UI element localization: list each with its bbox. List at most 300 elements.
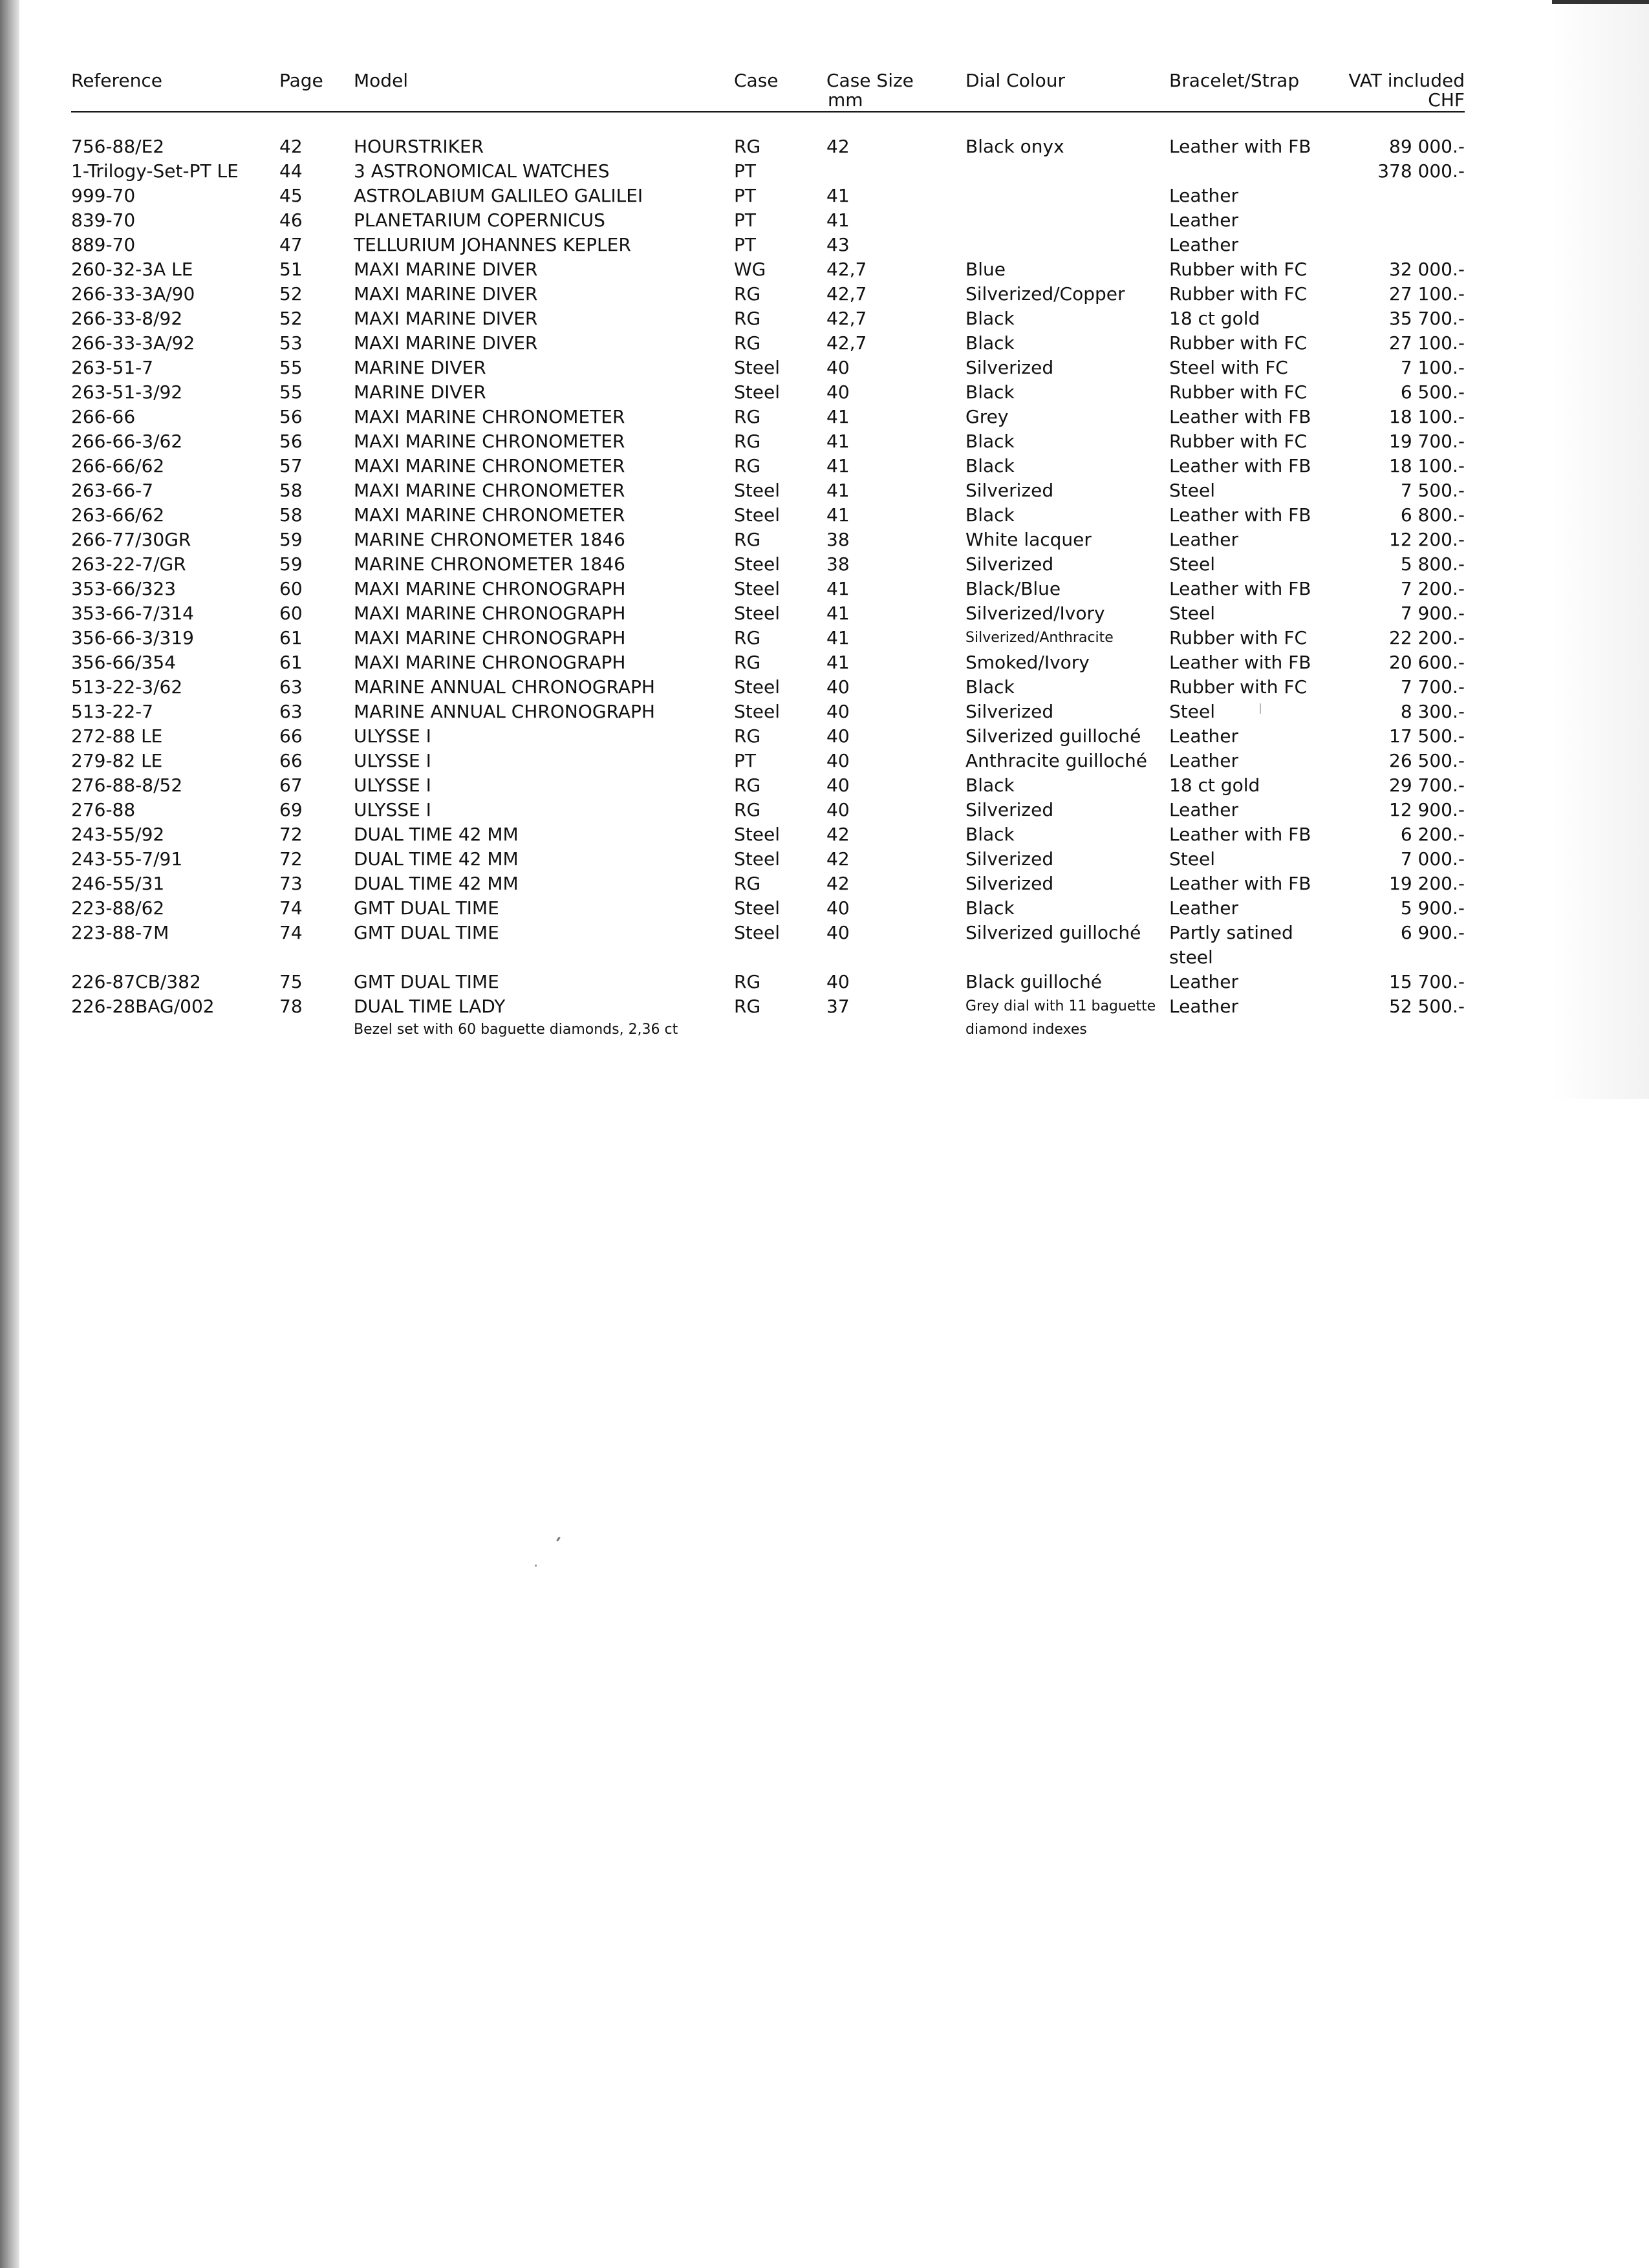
cell-case: PT (734, 234, 756, 255)
cell-page: 58 (279, 504, 303, 526)
cell-case-size: 41 (826, 603, 850, 624)
cell-reference: 260-32-3A LE (71, 259, 193, 280)
cell-case: Steel (734, 603, 780, 624)
cell-model: GMT DUAL TIME (354, 971, 499, 992)
cell-case: PT (734, 750, 756, 771)
cell-model (354, 945, 734, 970)
note-dial: diamond indexes (965, 1022, 1087, 1038)
cell-page: 66 (279, 750, 303, 771)
cell-case-size: 41 (826, 406, 850, 427)
cell-vat-price: 6 200.- (1400, 824, 1465, 845)
cell-case: RG (734, 308, 761, 329)
cell-case: RG (734, 652, 761, 673)
cell-case: RG (734, 971, 761, 992)
table-row (71, 380, 1465, 405)
cell-case-size (826, 945, 965, 970)
cell-model: GMT DUAL TIME (354, 897, 499, 919)
table-row (71, 921, 1465, 945)
cell-case: RG (734, 332, 761, 354)
cell-bracelet-strap: Leather (1169, 209, 1238, 231)
cell-case: PT (734, 185, 756, 206)
cell-model: MAXI MARINE CHRONOGRAPH (354, 603, 626, 624)
table-row (71, 650, 1465, 675)
cell-vat-price (1318, 184, 1465, 208)
cell-model: DUAL TIME 42 MM (354, 824, 519, 845)
cell-dial-colour: Black (965, 676, 1015, 698)
cell-dial-colour: Silverized (965, 553, 1054, 575)
cell-vat-price: 8 300.- (1400, 701, 1465, 722)
header-page: Page (279, 71, 354, 112)
header-vat-label: VAT included (1348, 70, 1465, 91)
cell-page: 74 (279, 897, 303, 919)
cell-case: Steel (734, 357, 780, 378)
table-row (71, 208, 1465, 233)
cell-case: RG (734, 627, 761, 648)
cell-case: RG (734, 136, 761, 157)
cell-model: MARINE DIVER (354, 381, 486, 403)
cell-page: 55 (279, 381, 303, 403)
cell-page: 52 (279, 308, 303, 329)
cell-page: 58 (279, 480, 303, 501)
header-case: Case (734, 71, 826, 112)
cell-bracelet-strap: Steel (1169, 848, 1215, 870)
cell-page: 78 (279, 996, 303, 1017)
cell-bracelet-strap: Rubber with FC (1169, 283, 1308, 305)
cell-model: MAXI MARINE CHRONOMETER (354, 431, 625, 452)
cell-model: MARINE ANNUAL CHRONOGRAPH (354, 701, 655, 722)
cell-bracelet-strap: Leather (1169, 185, 1238, 206)
header-case-size-label: Case Size (826, 70, 914, 91)
table-row (71, 528, 1465, 552)
cell-vat-price: 22 200.- (1389, 627, 1465, 648)
cell-dial-colour (965, 184, 1169, 208)
cell-vat-price: 6 900.- (1400, 922, 1465, 943)
cell-vat-price: 32 000.- (1389, 259, 1465, 280)
cell-vat-price (1318, 945, 1465, 970)
cell-model: 3 ASTRONOMICAL WATCHES (354, 160, 610, 182)
cell-reference: 356-66-3/319 (71, 627, 194, 648)
table-row (71, 429, 1465, 454)
table-row (71, 233, 1465, 257)
cell-bracelet-strap: Rubber with FC (1169, 381, 1308, 403)
cell-vat-price: 378 000.- (1377, 160, 1465, 182)
cell-vat-price: 7 700.- (1400, 676, 1465, 698)
cell-reference (71, 945, 279, 970)
cell-bracelet-strap: Leather with FB (1169, 824, 1311, 845)
cell-dial-colour: Silverized/Ivory (965, 603, 1105, 624)
cell-bracelet-strap: Steel (1169, 480, 1215, 501)
table-row (71, 994, 1465, 1019)
cell-model: MARINE ANNUAL CHRONOGRAPH (354, 676, 655, 698)
cell-reference: 263-51-3/92 (71, 381, 183, 403)
table-row (71, 356, 1465, 380)
cell-bracelet-strap: Leather (1169, 750, 1238, 771)
cell-bracelet-strap: Rubber with FC (1169, 676, 1308, 698)
cell-reference: 266-66-3/62 (71, 431, 183, 452)
cell-model: MAXI MARINE DIVER (354, 308, 538, 329)
cell-dial-colour: Grey dial with 11 baguette (965, 998, 1156, 1014)
cell-case-size: 42,7 (826, 283, 867, 305)
cell-reference: 226-87CB/382 (71, 971, 201, 992)
cell-vat-price: 7 500.- (1400, 480, 1465, 501)
cell-vat-price: 27 100.- (1389, 283, 1465, 305)
cell-reference: 513-22-3/62 (71, 676, 183, 698)
cell-reference: 276-88-8/52 (71, 775, 183, 796)
cell-case-size: 41 (826, 480, 850, 501)
cell-dial-colour: Black (965, 504, 1015, 526)
cell-model: DUAL TIME LADY (354, 996, 506, 1017)
cell-page: 67 (279, 775, 303, 796)
cell-bracelet-strap: Rubber with FC (1169, 627, 1308, 648)
cell-bracelet-strap: Leather (1169, 234, 1238, 255)
cell-case: Steel (734, 848, 780, 870)
table-row (71, 847, 1465, 872)
cell-case-size: 42 (826, 824, 850, 845)
cell-case-size: 40 (826, 381, 850, 403)
table-row (71, 552, 1465, 577)
cell-case: Steel (734, 553, 780, 575)
cell-dial-colour: Black/Blue (965, 578, 1061, 599)
table-row (71, 577, 1465, 601)
cell-bracelet-strap: Leather with FB (1169, 504, 1311, 526)
cell-vat-price: 7 100.- (1400, 357, 1465, 378)
cell-reference: 353-66/323 (71, 578, 177, 599)
cell-case-size: 40 (826, 357, 850, 378)
cell-page: 73 (279, 873, 303, 894)
cell-vat-price: 35 700.- (1389, 308, 1465, 329)
cell-case-size: 41 (826, 504, 850, 526)
cell-vat-price: 19 700.- (1389, 431, 1465, 452)
cell-page: 61 (279, 627, 303, 648)
cell-vat-price: 29 700.- (1389, 775, 1465, 796)
cell-reference: 279-82 LE (71, 750, 163, 771)
cell-case-size: 41 (826, 455, 850, 476)
cell-case-size: 38 (826, 529, 850, 550)
cell-bracelet-strap: Steel with FC (1169, 357, 1288, 378)
cell-model: PLANETARIUM COPERNICUS (354, 209, 605, 231)
header-reference: Reference (71, 71, 279, 112)
cell-page: 63 (279, 701, 303, 722)
cell-reference: 223-88-7M (71, 922, 169, 943)
table-row (71, 159, 1465, 184)
cell-vat-price: 7 200.- (1400, 578, 1465, 599)
cell-case (734, 945, 826, 970)
cell-reference: 353-66-7/314 (71, 603, 194, 624)
cell-page: 60 (279, 603, 303, 624)
cell-case-size: 40 (826, 922, 850, 943)
table-header-row (71, 71, 1465, 112)
cell-vat-price (1318, 208, 1465, 233)
cell-model: MAXI MARINE CHRONOMETER (354, 455, 625, 476)
header-bracelet-strap: Bracelet/Strap (1169, 71, 1318, 112)
cell-dial-colour: Black onyx (965, 136, 1064, 157)
cell-case-size: 41 (826, 652, 850, 673)
cell-case: RG (734, 799, 761, 820)
price-list-table (71, 71, 1465, 1041)
cell-model: DUAL TIME 42 MM (354, 848, 519, 870)
table-row (71, 134, 1465, 159)
cell-page: 56 (279, 406, 303, 427)
cell-dial-colour (965, 208, 1169, 233)
table-row (71, 773, 1465, 798)
cell-dial-colour: White lacquer (965, 529, 1092, 550)
cell-dial-colour: Black (965, 381, 1015, 403)
cell-dial-colour: Black (965, 897, 1015, 919)
cell-case-size: 41 (826, 209, 850, 231)
cell-model: MAXI MARINE CHRONOGRAPH (354, 627, 626, 648)
cell-vat-price: 7 900.- (1400, 603, 1465, 624)
cell-bracelet-strap: Leather (1169, 996, 1238, 1017)
cell-dial-colour: Blue (965, 259, 1006, 280)
cell-dial-colour: Silverized (965, 701, 1054, 722)
cell-bracelet-strap: Leather (1169, 971, 1238, 992)
cell-reference: 266-33-3A/90 (71, 283, 195, 305)
cell-case: RG (734, 996, 761, 1017)
cell-case-size (826, 159, 965, 184)
cell-bracelet-strap: Rubber with FC (1169, 332, 1308, 354)
cell-model: ULYSSE I (354, 750, 431, 771)
cell-model: ULYSSE I (354, 725, 431, 747)
cell-reference: 1-Trilogy-Set-PT LE (71, 160, 239, 182)
cell-case-size: 42,7 (826, 308, 867, 329)
cell-model: ASTROLABIUM GALILEO GALILEI (354, 185, 643, 206)
note-model: Bezel set with 60 baguette diamonds, 2,36 ct (354, 1022, 678, 1038)
header-model: Model (354, 71, 734, 112)
scan-speck (556, 1537, 560, 1541)
cell-vat-price: 27 100.- (1389, 332, 1465, 354)
cell-reference: 276-88 (71, 799, 136, 820)
cell-bracelet-strap: Leather (1169, 529, 1238, 550)
cell-case: RG (734, 529, 761, 550)
scan-speck (535, 1565, 537, 1567)
cell-bracelet-strap: Leather with FB (1169, 873, 1311, 894)
cell-dial-colour (965, 233, 1169, 257)
cell-page: 72 (279, 824, 303, 845)
cell-page: 74 (279, 922, 303, 943)
cell-case-size: 41 (826, 627, 850, 648)
cell-vat-price: 19 200.- (1389, 873, 1465, 894)
cell-case: PT (734, 209, 756, 231)
scan-right-edge-shadow (1552, 0, 1649, 1099)
cell-case: RG (734, 775, 761, 796)
table-row (71, 798, 1465, 822)
cell-page: 59 (279, 553, 303, 575)
cell-page: 75 (279, 971, 303, 992)
cell-case: PT (734, 160, 756, 182)
table-row (71, 454, 1465, 478)
cell-case-size: 40 (826, 971, 850, 992)
cell-reference: 266-77/30GR (71, 529, 191, 550)
cell-vat-price: 15 700.- (1389, 971, 1465, 992)
cell-dial-colour: Black (965, 775, 1015, 796)
cell-case-size: 42 (826, 136, 850, 157)
cell-case-size: 42,7 (826, 259, 867, 280)
cell-page: 45 (279, 185, 303, 206)
cell-case: RG (734, 283, 761, 305)
cell-bracelet-strap: Leather with FB (1169, 406, 1311, 427)
cell-reference: 999-70 (71, 185, 136, 206)
cell-page: 56 (279, 431, 303, 452)
cell-dial-colour: Black (965, 824, 1015, 845)
cell-bracelet-strap: Steel (1169, 553, 1215, 575)
cell-reference: 756-88/E2 (71, 136, 165, 157)
cell-model: HOURSTRIKER (354, 136, 484, 157)
cell-page: 63 (279, 676, 303, 698)
cell-page (279, 945, 354, 970)
cell-dial-colour: Silverized guilloché (965, 922, 1141, 943)
cell-model: TELLURIUM JOHANNES KEPLER (354, 234, 631, 255)
cell-dial-colour: Silverized/Copper (965, 283, 1125, 305)
cell-model: MAXI MARINE CHRONOGRAPH (354, 652, 626, 673)
scan-right-edge-line (1552, 0, 1649, 4)
cell-dial-colour (965, 945, 1169, 970)
cell-case: RG (734, 431, 761, 452)
cell-vat-price: 5 900.- (1400, 897, 1465, 919)
cell-bracelet-strap: Steel (1169, 701, 1215, 722)
table-row (71, 626, 1465, 650)
cell-reference: 243-55-7/91 (71, 848, 183, 870)
cell-case-size: 40 (826, 897, 850, 919)
cell-page: 72 (279, 848, 303, 870)
cell-page: 47 (279, 234, 303, 255)
cell-page: 61 (279, 652, 303, 673)
cell-case-size: 41 (826, 185, 850, 206)
cell-case: RG (734, 406, 761, 427)
cell-case: Steel (734, 504, 780, 526)
cell-vat-price: 6 800.- (1400, 504, 1465, 526)
cell-case-size: 42,7 (826, 332, 867, 354)
cell-case: Steel (734, 578, 780, 599)
cell-case: Steel (734, 824, 780, 845)
cell-page: 66 (279, 725, 303, 747)
cell-dial-colour: Silverized (965, 357, 1054, 378)
cell-dial-colour: Silverized (965, 799, 1054, 820)
cell-reference: 839-70 (71, 209, 136, 231)
table-row (71, 675, 1465, 700)
cell-dial-colour: Grey (965, 406, 1009, 427)
cell-reference: 513-22-7 (71, 701, 154, 722)
cell-page: 69 (279, 799, 303, 820)
cell-case: Steel (734, 676, 780, 698)
table-row (71, 184, 1465, 208)
cell-model: GMT DUAL TIME (354, 922, 499, 943)
header-spacer (71, 112, 1465, 134)
cell-bracelet-strap: Leather (1169, 725, 1238, 747)
table-row (71, 503, 1465, 528)
cell-case-size: 43 (826, 234, 850, 255)
cell-vat-price: 20 600.- (1389, 652, 1465, 673)
cell-model: ULYSSE I (354, 799, 431, 820)
cell-case: Steel (734, 701, 780, 722)
cell-vat-price: 89 000.- (1389, 136, 1465, 157)
cell-case-size: 38 (826, 553, 850, 575)
cell-case: WG (734, 259, 766, 280)
cell-page: 53 (279, 332, 303, 354)
cell-reference: 226-28BAG/002 (71, 996, 215, 1017)
cell-reference: 243-55/92 (71, 824, 165, 845)
cell-reference: 263-22-7/GR (71, 553, 186, 575)
cell-dial-colour: Black (965, 431, 1015, 452)
cell-vat-price: 17 500.- (1389, 725, 1465, 747)
cell-reference: 223-88/62 (71, 897, 165, 919)
header-vat (1318, 71, 1465, 112)
cell-case: Steel (734, 897, 780, 919)
cell-vat-price: 6 500.- (1400, 381, 1465, 403)
price-list-sheet (71, 71, 1481, 1041)
cell-case-size: 37 (826, 996, 850, 1017)
cell-vat-price (1318, 233, 1465, 257)
table-row (71, 331, 1465, 356)
cell-reference: 263-66/62 (71, 504, 165, 526)
cell-bracelet-strap: steel (1169, 947, 1213, 968)
cell-reference: 889-70 (71, 234, 136, 255)
scan-left-edge-shadow (0, 0, 19, 2268)
note-row (71, 1019, 1465, 1041)
table-row (71, 822, 1465, 847)
cell-model: MAXI MARINE DIVER (354, 259, 538, 280)
cell-case: Steel (734, 480, 780, 501)
cell-dial-colour: Black (965, 332, 1015, 354)
table-row (71, 282, 1465, 306)
cell-case-size: 40 (826, 725, 850, 747)
cell-bracelet-strap: Leather with FB (1169, 136, 1311, 157)
cell-reference: 263-51-7 (71, 357, 154, 378)
cell-bracelet-strap: Leather with FB (1169, 652, 1311, 673)
cell-case-size: 40 (826, 750, 850, 771)
cell-case-size: 41 (826, 431, 850, 452)
cell-bracelet-strap: 18 ct gold (1169, 308, 1260, 329)
cell-bracelet-strap: Steel (1169, 603, 1215, 624)
cell-case: Steel (734, 381, 780, 403)
cell-page: 55 (279, 357, 303, 378)
cell-case-size: 40 (826, 676, 850, 698)
cell-dial-colour: Black (965, 308, 1015, 329)
table-row (71, 749, 1465, 773)
cell-case: RG (734, 725, 761, 747)
cell-page: 60 (279, 578, 303, 599)
cell-dial-colour: Black (965, 455, 1015, 476)
cell-dial-colour: Smoked/Ivory (965, 652, 1090, 673)
cell-vat-price: 18 100.- (1389, 455, 1465, 476)
table-row (71, 405, 1465, 429)
cell-case-size: 40 (826, 799, 850, 820)
cell-bracelet-strap: Rubber with FC (1169, 259, 1308, 280)
cell-vat-price: 5 800.- (1400, 553, 1465, 575)
cell-reference: 272-88 LE (71, 725, 163, 747)
table-row (71, 724, 1465, 749)
cell-case-size: 41 (826, 578, 850, 599)
cell-bracelet-strap: Leather (1169, 799, 1238, 820)
cell-model: MARINE CHRONOMETER 1846 (354, 553, 625, 575)
cell-vat-price: 12 900.- (1389, 799, 1465, 820)
table-row (71, 896, 1465, 921)
cell-bracelet-strap: 18 ct gold (1169, 775, 1260, 796)
cell-bracelet-strap: Leather with FB (1169, 455, 1311, 476)
cell-model: MARINE CHRONOMETER 1846 (354, 529, 625, 550)
cell-dial-colour: Silverized guilloché (965, 725, 1141, 747)
table-row (71, 478, 1465, 503)
cell-page: 57 (279, 455, 303, 476)
cell-reference: 356-66/354 (71, 652, 177, 673)
cell-dial-colour: Silverized (965, 480, 1054, 501)
cell-page: 42 (279, 136, 303, 157)
cell-page: 52 (279, 283, 303, 305)
header-case-size-unit: mm (828, 89, 863, 111)
cell-dial-colour: Silverized (965, 873, 1054, 894)
header-vat-unit: CHF (1428, 89, 1465, 111)
cell-dial-colour (965, 159, 1169, 184)
cell-model: MAXI MARINE CHRONOMETER (354, 504, 625, 526)
